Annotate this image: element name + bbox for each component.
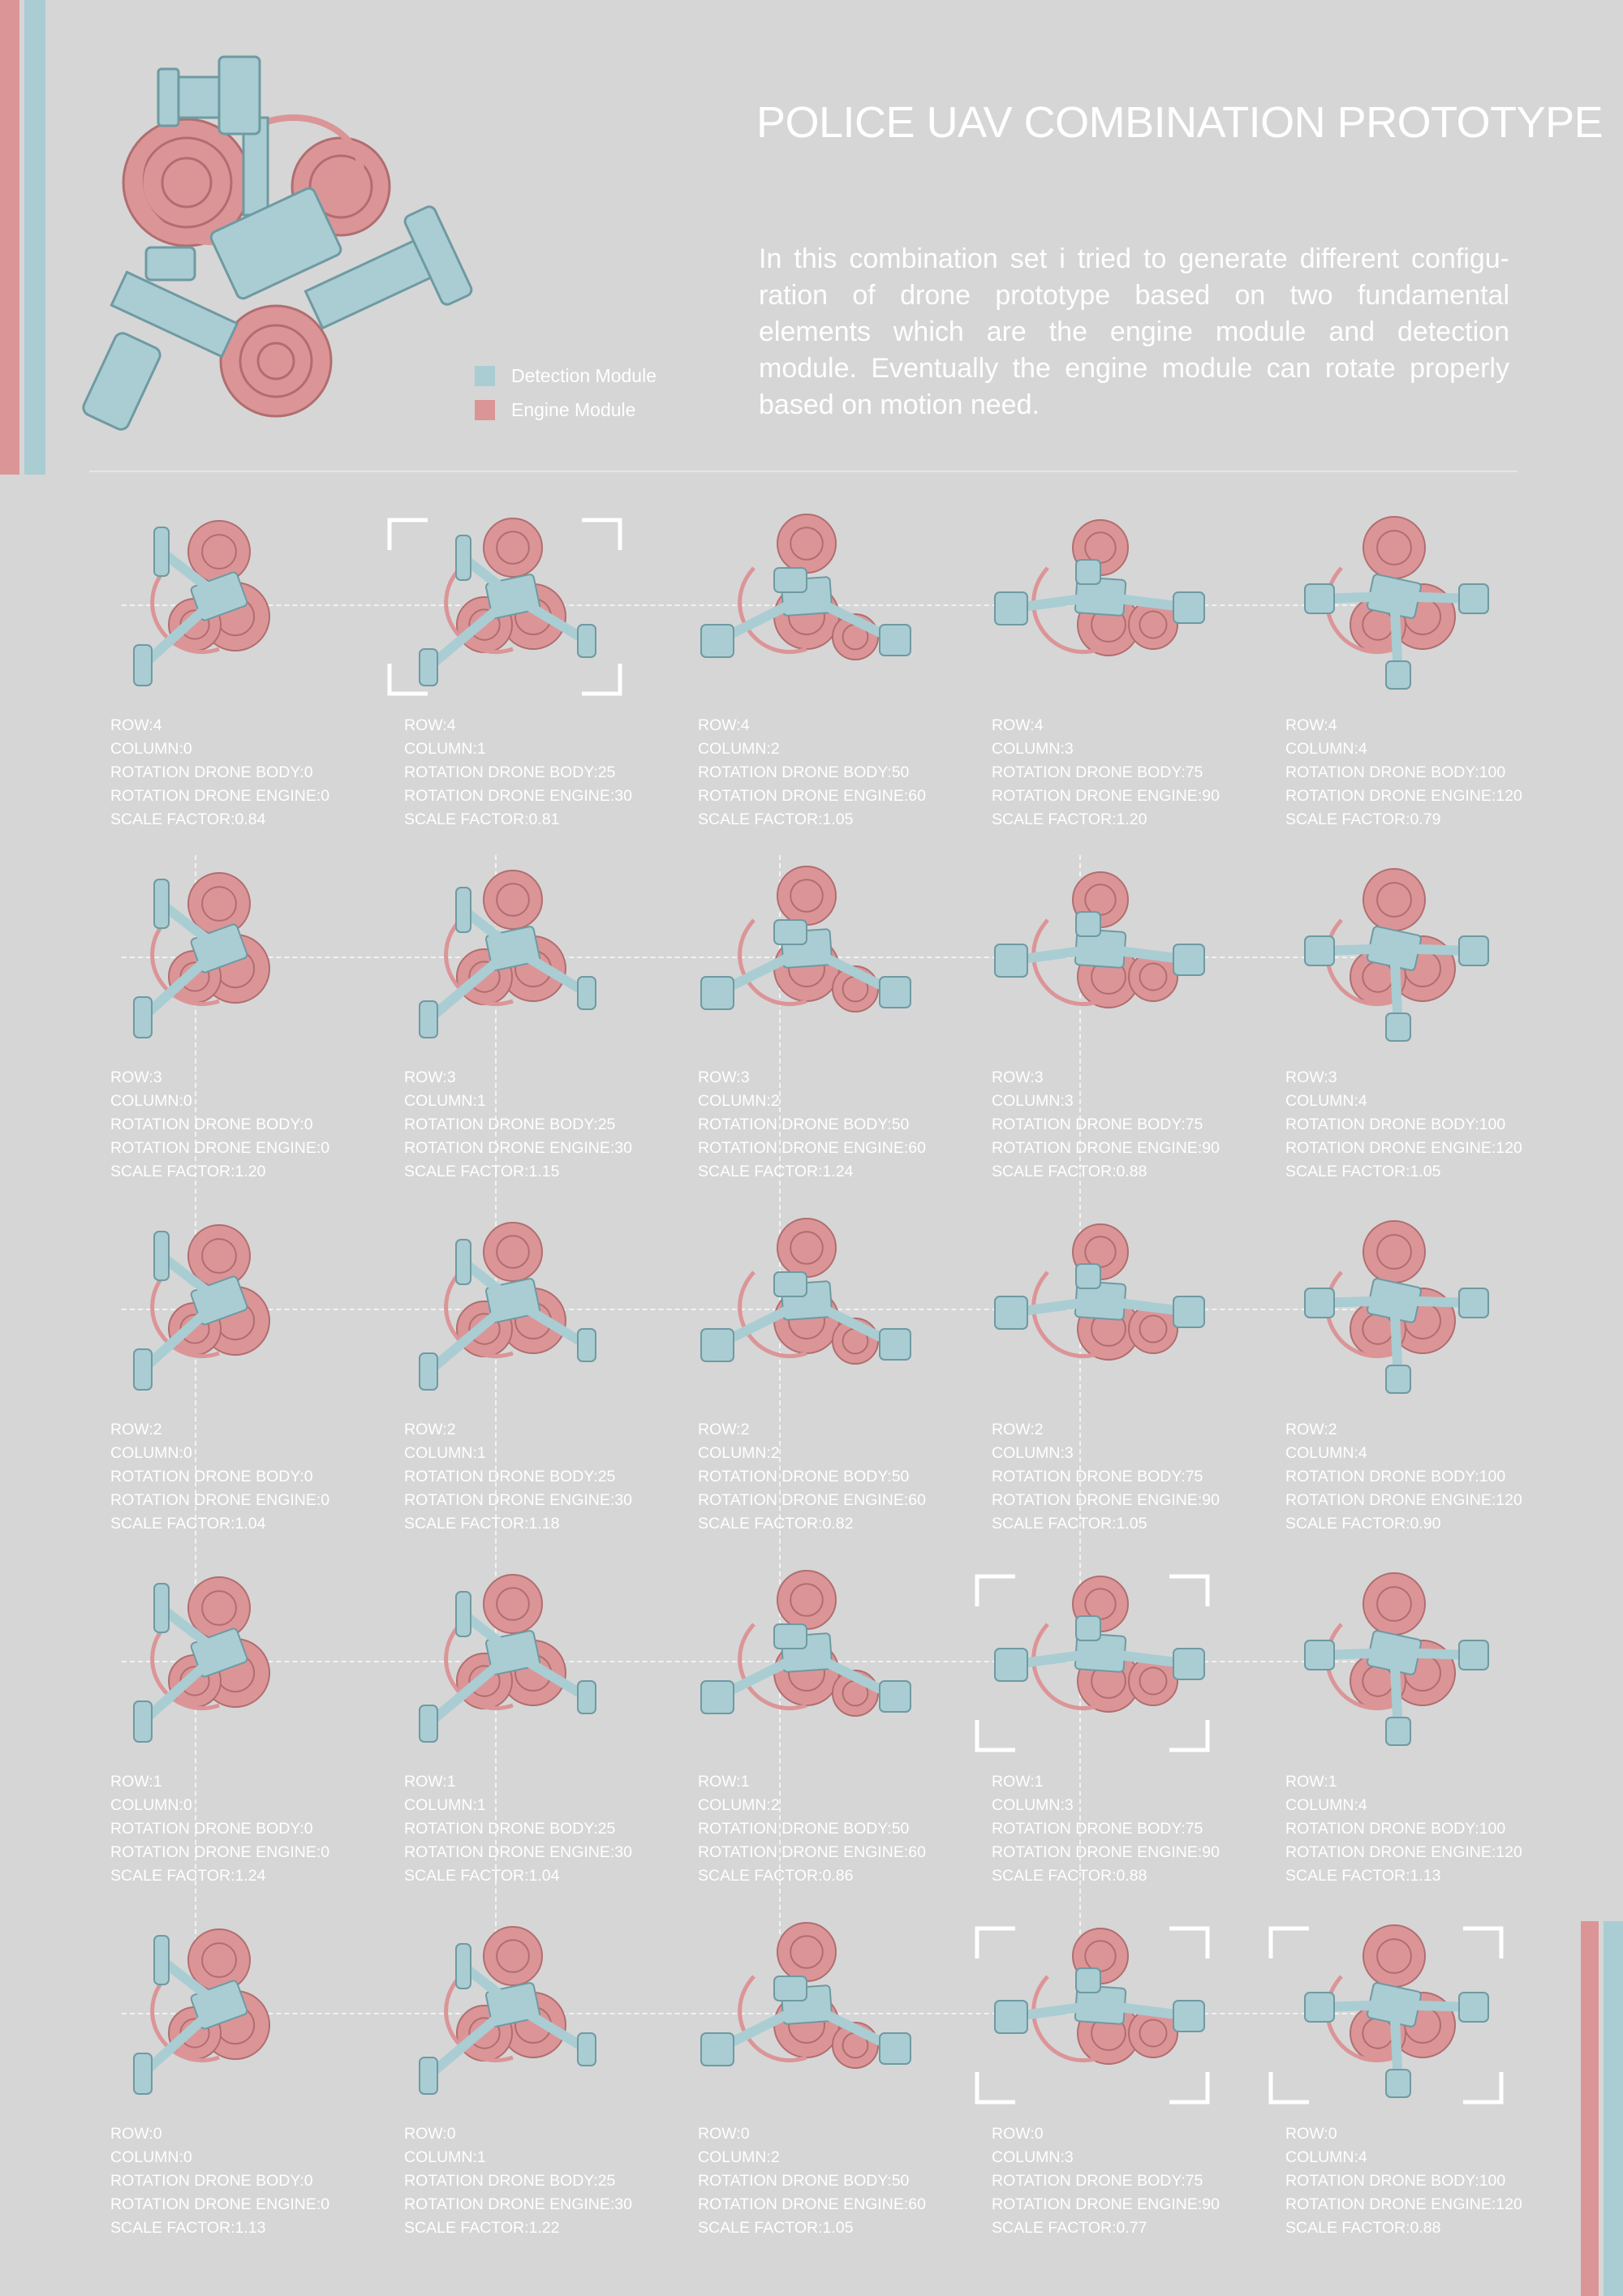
column-label: COLUMN:2 [698,1444,780,1462]
rotation-body-label: ROTATION DRONE BODY:75 [992,2172,1203,2190]
prototype-info [698,714,990,832]
row-label: ROW:0 [992,2125,1044,2143]
rotation-body-label: ROTATION DRONE BODY:100 [1285,1116,1506,1133]
detection-pod [995,944,1027,977]
prototype-drone-image [685,1559,928,1754]
prototype-info [404,714,696,832]
engine-rotor [188,873,250,935]
column-label: COLUMN:0 [110,2148,192,2166]
rotation-engine-label: ROTATION DRONE ENGINE:60 [698,787,926,805]
rotation-body-label: ROTATION DRONE BODY:50 [698,2172,910,2190]
scale-factor-label: SCALE FACTOR:0.82 [698,1515,854,1533]
row-label: ROW:2 [110,1421,162,1438]
scale-factor-label: SCALE FACTOR:0.88 [992,1867,1147,1885]
bracket-corner [1271,2072,1309,2102]
engine-rotor [1363,1573,1425,1635]
rotation-engine-label: ROTATION DRONE ENGINE:120 [1285,787,1522,805]
detection-pod [880,1681,911,1712]
detection-pod [1386,1365,1410,1393]
detection-pod [701,1329,734,1361]
row-label: ROW:4 [1285,716,1337,734]
prototype-drone-image [97,1559,341,1754]
rotation-body-label: ROTATION DRONE BODY:75 [992,1820,1203,1838]
prototype-info [1285,714,1578,832]
engine-rotor [777,514,836,573]
column-label: COLUMN:4 [1285,1796,1367,1814]
prototype-info [404,1418,696,1536]
intro-paragraph: In this combination set i tried to generate different configu-ration of drone prototype based on two fundamental elements which are the engine module and detection module. Eventually the engine module can rotate properly based on motion need. [759,243,1509,420]
row-label: ROW:1 [698,1773,750,1791]
detection-pod [1386,1718,1410,1745]
row-label: ROW:0 [110,2125,162,2143]
prototype-info [698,1066,990,1184]
scale-factor-label: SCALE FACTOR:1.22 [404,2219,560,2237]
prototype-info [1285,1418,1578,1536]
detection-pod [1076,912,1100,936]
rotation-engine-label: ROTATION DRONE ENGINE:30 [404,787,632,805]
row-label: ROW:1 [110,1773,162,1791]
prototype-drone-image [979,1207,1222,1402]
scale-factor-label: SCALE FACTOR:0.86 [698,1867,854,1885]
prototype-drone-image [97,1911,341,2106]
engine-rotor [777,1219,836,1277]
detection-pod [701,977,734,1009]
selection-bracket [975,1574,1210,1752]
prototype-drone-image [979,855,1222,1050]
row-label: ROW:3 [698,1068,750,1086]
detection-pod [1173,1296,1204,1327]
column-label: COLUMN:3 [992,1444,1074,1462]
scale-factor-label: SCALE FACTOR:1.13 [110,2219,266,2237]
detection-pod [154,527,169,576]
prototype-info [1285,1066,1578,1184]
bracket-corner [1169,1576,1208,1606]
scale-factor-label: SCALE FACTOR:1.05 [698,2219,854,2237]
scale-factor-label: SCALE FACTOR:0.88 [992,1163,1147,1180]
rotation-body-label: ROTATION DRONE BODY:0 [110,1468,313,1486]
detection-pod [1386,1013,1410,1041]
prototype-info [992,1066,1284,1184]
column-label: COLUMN:3 [992,740,1074,758]
rotation-engine-label: ROTATION DRONE ENGINE:0 [110,1843,330,1861]
detection-pod [774,920,807,944]
bracket-corner [390,520,428,550]
prototype-info [110,1066,403,1184]
column-label: COLUMN:0 [110,1796,192,1814]
scale-factor-label: SCALE FACTOR:1.24 [110,1867,266,1885]
detection-pod [1305,936,1334,965]
engine-rotor [484,1223,542,1281]
column-label: COLUMN:0 [110,1444,192,1462]
prototype-drone-image [685,1207,928,1402]
bracket-corner [1169,2072,1208,2102]
rotation-engine-label: ROTATION DRONE ENGINE:30 [404,1491,632,1509]
rotation-body-label: ROTATION DRONE BODY:100 [1285,1820,1506,1838]
prototype-drone-image [391,1207,635,1402]
detection-pod [154,1584,169,1632]
prototype-drone-image [391,1911,635,2106]
rotation-body-label: ROTATION DRONE BODY:100 [1285,1468,1506,1486]
column-label: COLUMN:2 [698,740,780,758]
column-label: COLUMN:2 [698,1796,780,1814]
row-label: ROW:3 [110,1068,162,1086]
column-label: COLUMN:4 [1285,1444,1367,1462]
engine-rotor [1363,1221,1425,1283]
engine-rotor [188,1929,250,1991]
prototype-info [404,1770,696,1888]
detection-pod [1076,1264,1100,1288]
legend-label-engine: Engine Module [511,398,636,420]
page-title: POLICE UAV COMBINATION PROTOTYPE [756,98,1604,147]
rotation-engine-label: ROTATION DRONE ENGINE:0 [110,1139,330,1157]
detection-module [1305,1630,1488,1745]
detection-pod [1459,584,1488,613]
rotation-body-label: ROTATION DRONE BODY:50 [698,763,910,781]
engine-rotor [777,1923,836,1981]
rotation-body-label: ROTATION DRONE BODY:25 [404,763,616,781]
bracket-corner [582,664,620,694]
detection-pod [578,2033,596,2066]
prototype-drone-image [1272,503,1516,698]
selection-bracket [975,1926,1210,2105]
prototype-drone-image [1272,1207,1516,1402]
bracket-corner [977,1576,1015,1606]
rotation-engine-label: ROTATION DRONE ENGINE:90 [992,1139,1220,1157]
detection-pod [1459,1640,1488,1670]
hero-drone-illustration [65,45,487,458]
bracket-corner [977,2072,1015,2102]
rotation-body-label: ROTATION DRONE BODY:75 [992,1468,1203,1486]
prototype-info [110,1418,403,1536]
selection-bracket [387,518,622,696]
detection-pod [995,592,1027,625]
rotation-body-label: ROTATION DRONE BODY:25 [404,2172,616,2190]
scale-factor-label: SCALE FACTOR:0.79 [1285,810,1441,828]
detection-module [1305,1278,1488,1393]
prototype-info [1285,2122,1578,2240]
column-label: COLUMN:1 [404,2148,486,2166]
detection-pod [880,1329,911,1360]
detection-pod [456,1592,471,1636]
rotation-engine-label: ROTATION DRONE ENGINE:60 [698,1491,926,1509]
detection-pod [420,1001,437,1038]
rotation-body-label: ROTATION DRONE BODY:0 [110,1820,313,1838]
engine-rotor [777,866,836,925]
prototype-drone-image [97,503,341,698]
scale-factor-label: SCALE FACTOR:1.04 [110,1515,266,1533]
rotation-body-label: ROTATION DRONE BODY:0 [110,1116,313,1133]
column-label: COLUMN:1 [404,1796,486,1814]
detection-pod [1459,936,1488,965]
column-label: COLUMN:4 [1285,1092,1367,1110]
detection-pod [134,997,152,1038]
rotation-body-label: ROTATION DRONE BODY:100 [1285,763,1506,781]
prototype-info [1285,1770,1578,1888]
detection-pod [420,2057,437,2094]
column-label: COLUMN:3 [992,2148,1074,2166]
prototype-drone-image [97,1207,341,1402]
prototype-drone-image [1272,1559,1516,1754]
scale-factor-label: SCALE FACTOR:1.04 [404,1867,560,1885]
rotation-engine-label: ROTATION DRONE ENGINE:0 [110,1491,330,1509]
engine-rotor [1363,517,1425,578]
rotation-engine-label: ROTATION DRONE ENGINE:120 [1285,1139,1522,1157]
column-label: COLUMN:1 [404,740,486,758]
scale-factor-label: SCALE FACTOR:1.24 [698,1163,854,1180]
scale-factor-label: SCALE FACTOR:1.13 [1285,1867,1441,1885]
rotation-engine-label: ROTATION DRONE ENGINE:60 [698,2195,926,2213]
detection-pod [880,2033,911,2064]
prototype-drone-image [685,503,928,698]
rotation-body-label: ROTATION DRONE BODY:50 [698,1468,910,1486]
detection-pod [420,1705,437,1742]
detection-pod [1305,1640,1334,1670]
prototype-info [698,1770,990,1888]
column-label: COLUMN:4 [1285,740,1367,758]
legend-label-detection: Detection Module [511,364,657,386]
scale-factor-label: SCALE FACTOR:0.77 [992,2219,1147,2237]
detection-pod [1173,592,1204,623]
row-label: ROW:2 [404,1421,456,1438]
rotation-engine-label: ROTATION DRONE ENGINE:120 [1285,2195,1522,2213]
scale-factor-label: SCALE FACTOR:1.05 [992,1515,1147,1533]
selection-bracket [1268,1926,1504,2105]
detection-pod [774,568,807,592]
row-label: ROW:3 [992,1068,1044,1086]
detection-pod [578,977,596,1009]
prototype-info [404,2122,696,2240]
row-label: ROW:0 [1285,2125,1337,2143]
rotation-body-label: ROTATION DRONE BODY:75 [992,763,1203,781]
rotation-engine-label: ROTATION DRONE ENGINE:30 [404,2195,632,2213]
legend-swatch-detection [475,366,495,386]
engine-rotor [188,521,250,583]
scale-factor-label: SCALE FACTOR:0.81 [404,810,560,828]
detection-pod [1305,584,1334,613]
rotation-engine-label: ROTATION DRONE ENGINE:120 [1285,1491,1522,1509]
column-label: COLUMN:1 [404,1092,486,1110]
right-accent-stripe-blue [1604,1921,1623,2296]
rotation-body-label: ROTATION DRONE BODY:25 [404,1820,616,1838]
prototype-info [992,714,1284,832]
scale-factor-label: SCALE FACTOR:1.18 [404,1515,560,1533]
header-divider [89,471,1518,472]
bracket-corner [390,664,428,694]
detection-pod [134,1349,152,1390]
rotation-body-label: ROTATION DRONE BODY:100 [1285,2172,1506,2190]
prototype-drone-image [391,855,635,1050]
row-label: ROW:2 [1285,1421,1337,1438]
rotation-engine-label: ROTATION DRONE ENGINE:60 [698,1139,926,1157]
column-label: COLUMN:0 [110,1092,192,1110]
bracket-corner [1463,1928,1501,1958]
scale-factor-label: SCALE FACTOR:0.90 [1285,1515,1441,1533]
rotation-engine-label: ROTATION DRONE ENGINE:30 [404,1843,632,1861]
detection-pod [880,625,911,656]
detection-pod [1173,944,1204,975]
detection-module [1305,574,1488,689]
detection-pod [420,1353,437,1390]
detection-pod [456,1240,471,1284]
prototype-drone-image [979,503,1222,698]
engine-rotor [777,1571,836,1629]
prototype-info [992,2122,1284,2240]
row-label: ROW:4 [992,716,1044,734]
column-label: COLUMN:2 [698,1092,780,1110]
prototype-info [110,714,403,832]
detection-pod [774,1976,807,2001]
bracket-corner [1271,1928,1309,1958]
engine-rotor [484,871,542,929]
row-label: ROW:1 [1285,1773,1337,1791]
row-label: ROW:3 [404,1068,456,1086]
row-label: ROW:0 [404,2125,456,2143]
right-accent-stripe-pink [1581,1921,1599,2296]
legend-swatch-engine [475,400,495,420]
row-label: ROW:4 [698,716,750,734]
rotation-engine-label: ROTATION DRONE ENGINE:60 [698,1843,926,1861]
rotation-body-label: ROTATION DRONE BODY:75 [992,1116,1203,1133]
legend [475,359,657,427]
prototype-drone-image [97,855,341,1050]
detection-pod [154,879,169,928]
row-label: ROW:0 [698,2125,750,2143]
rotation-body-label: ROTATION DRONE BODY:50 [698,1116,910,1133]
engine-rotor [188,1225,250,1287]
left-accent-stripe-pink [0,0,19,475]
rotation-engine-label: ROTATION DRONE ENGINE:120 [1285,1843,1522,1861]
rotation-body-label: ROTATION DRONE BODY:50 [698,1820,910,1838]
column-label: COLUMN:3 [992,1092,1074,1110]
column-label: COLUMN:3 [992,1796,1074,1814]
rotation-engine-label: ROTATION DRONE ENGINE:90 [992,1843,1220,1861]
row-label: ROW:2 [698,1421,750,1438]
rotation-body-label: ROTATION DRONE BODY:0 [110,763,313,781]
rotation-body-label: ROTATION DRONE BODY:25 [404,1116,616,1133]
prototype-info [698,2122,990,2240]
bracket-corner [1169,1720,1208,1750]
detection-pod [134,1701,152,1742]
prototype-info [110,2122,403,2240]
detection-pod [578,1681,596,1713]
detection-pod [134,2053,152,2094]
rotation-engine-label: ROTATION DRONE ENGINE:90 [992,1491,1220,1509]
row-label: ROW:1 [404,1773,456,1791]
engine-rotor [484,1575,542,1633]
rotation-engine-label: ROTATION DRONE ENGINE:90 [992,787,1220,805]
rotation-engine-label: ROTATION DRONE ENGINE:30 [404,1139,632,1157]
row-label: ROW:1 [992,1773,1044,1791]
column-label: COLUMN:4 [1285,2148,1367,2166]
detection-pod [1459,1288,1488,1318]
rotation-body-label: ROTATION DRONE BODY:25 [404,1468,616,1486]
row-label: ROW:4 [404,716,456,734]
scale-factor-label: SCALE FACTOR:1.20 [110,1163,266,1180]
scale-factor-label: SCALE FACTOR:1.20 [992,810,1147,828]
detection-pod [134,645,152,686]
detection-pod [154,1232,169,1280]
column-label: COLUMN:2 [698,2148,780,2166]
left-accent-stripe-blue [24,0,45,475]
scale-factor-label: SCALE FACTOR:1.05 [698,810,854,828]
rotation-body-label: ROTATION DRONE BODY:0 [110,2172,313,2190]
prototype-info [698,1418,990,1536]
prototype-drone-image [391,1559,635,1754]
detection-pod [701,1681,734,1713]
prototype-info [992,1770,1284,1888]
bracket-corner [582,520,620,550]
bracket-corner [1169,1928,1208,1958]
bracket-corner [977,1720,1015,1750]
prototype-drone-image [685,1911,928,2106]
scale-factor-label: SCALE FACTOR:1.05 [1285,1163,1441,1180]
detection-pod [995,1296,1027,1329]
detection-pod [701,625,734,657]
column-label: COLUMN:1 [404,1444,486,1462]
detection-pod [154,1936,169,1984]
rotation-engine-label: ROTATION DRONE ENGINE:90 [992,2195,1220,2213]
prototype-info [404,1066,696,1184]
prototype-drone-image [1272,855,1516,1050]
bracket-corner [1463,2072,1501,2102]
scale-factor-label: SCALE FACTOR:1.15 [404,1163,560,1180]
detection-pod [456,1944,471,1989]
engine-rotor [1363,869,1425,931]
detection-pod [578,1329,596,1361]
row-label: ROW:2 [992,1421,1044,1438]
prototype-info [110,1770,403,1888]
detection-pod [880,977,911,1008]
detection-pod [701,2033,734,2066]
prototype-info [992,1418,1284,1536]
detection-pod [1386,661,1410,689]
scale-factor-label: SCALE FACTOR:0.88 [1285,2219,1441,2237]
engine-rotor [484,1927,542,1985]
bracket-corner [977,1928,1015,1958]
column-label: COLUMN:0 [110,740,192,758]
detection-pod [1305,1288,1334,1318]
detection-pod [1076,560,1100,584]
rotation-engine-label: ROTATION DRONE ENGINE:0 [110,2195,330,2213]
prototype-drone-image [685,855,928,1050]
detection-pod [774,1272,807,1296]
legend-item-engine [475,393,657,427]
engine-rotor [188,1577,250,1639]
row-label: ROW:4 [110,716,162,734]
scale-factor-label: SCALE FACTOR:0.84 [110,810,266,828]
legend-item-detection [475,359,657,393]
detection-pod [774,1624,807,1649]
detection-pod [456,888,471,932]
detection-module [1305,926,1488,1041]
row-label: ROW:3 [1285,1068,1337,1086]
rotation-engine-label: ROTATION DRONE ENGINE:0 [110,787,330,805]
